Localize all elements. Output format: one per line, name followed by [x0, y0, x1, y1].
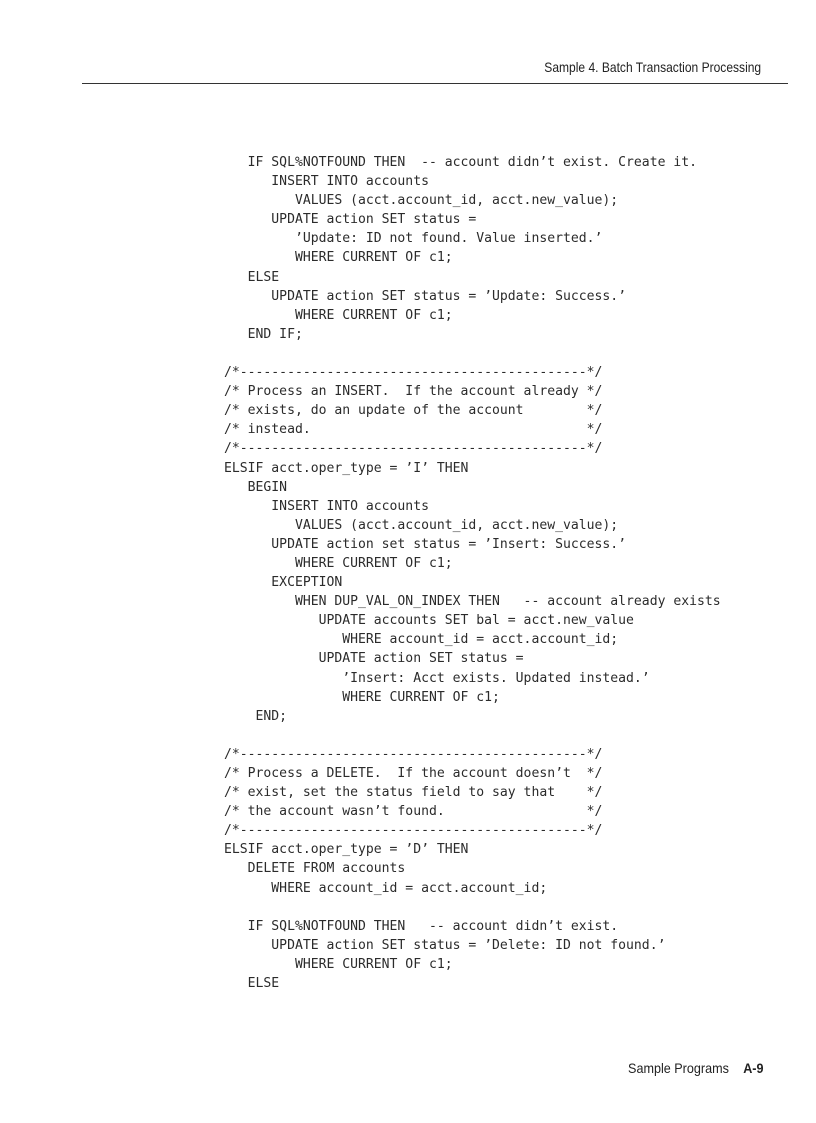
code-listing: [224, 153, 721, 993]
code-line: [224, 344, 721, 363]
code-line: WHERE CURRENT OF c1;: [224, 307, 453, 323]
running-header-title: Sample 4. Batch Transaction Processing: [544, 59, 761, 75]
page-number: A-9: [742, 1060, 763, 1076]
code-line: ’Update: ID not found. Value inserted.’: [224, 231, 603, 247]
code-line: /* instead. */: [224, 422, 603, 438]
code-line: ELSE: [224, 976, 280, 992]
code-line: WHERE CURRENT OF c1;: [224, 555, 453, 571]
footer-section-title: Sample Programs: [627, 1060, 729, 1076]
code-line: /*--------------------------------------------*/: [224, 441, 603, 457]
code-line: /* Process a DELETE. If the account doesn’t */: [224, 766, 603, 781]
code-line: UPDATE action SET status =: [224, 651, 524, 667]
code-line: /* Process an INSERT. If the account already */: [224, 384, 603, 400]
code-line: WHERE account_id = acct.account_id;: [224, 880, 548, 896]
code-line: VALUES (acct.account_id, acct.new_value);: [224, 193, 619, 209]
code-line: ELSIF acct.oper_type = ’D’ THEN: [224, 842, 469, 858]
code-line: WHERE account_id = acct.account_id;: [224, 632, 619, 648]
code-line: WHERE CURRENT OF c1;: [224, 250, 453, 266]
code-line: DELETE FROM accounts: [224, 861, 406, 877]
code-line: /* exist, set the status field to say that */: [224, 785, 603, 801]
code-line: UPDATE action set status = ’Insert: Success.’: [224, 536, 627, 552]
code-line: /*--------------------------------------------*/: [224, 823, 603, 839]
code-line: /*--------------------------------------------*/: [224, 746, 603, 762]
code-line: [224, 726, 721, 745]
code-line: BEGIN: [224, 479, 288, 495]
code-line: UPDATE action SET status = ’Delete: ID not found.’: [224, 937, 666, 953]
code-line: IF SQL%NOTFOUND THEN -- account didn’t exist.: [224, 918, 619, 934]
code-line: EXCEPTION: [224, 575, 343, 591]
code-line: VALUES (acct.account_id, acct.new_value);: [224, 517, 619, 533]
code-line: IF SQL%NOTFOUND THEN -- account didn’t exist. Create it.: [224, 155, 697, 170]
code-line: [224, 898, 721, 917]
code-line: END IF;: [224, 326, 303, 342]
page-footer: [628, 1060, 763, 1076]
code-line: WHERE CURRENT OF c1;: [224, 689, 500, 705]
code-line: WHEN DUP_VAL_ON_INDEX THEN -- account already exists: [224, 594, 721, 610]
code-line: INSERT INTO accounts: [224, 498, 429, 514]
code-line: /*--------------------------------------------*/: [224, 365, 603, 381]
code-line: WHERE CURRENT OF c1;: [224, 956, 453, 972]
code-line: UPDATE accounts SET bal = acct.new_value: [224, 613, 634, 629]
code-line: ’Insert: Acct exists. Updated instead.’: [224, 670, 650, 686]
code-line: END;: [224, 708, 288, 724]
code-line: INSERT INTO accounts: [224, 174, 429, 190]
header-rule: [82, 83, 788, 84]
code-line: /* exists, do an update of the account */: [224, 403, 603, 419]
code-line: UPDATE action SET status =: [224, 212, 477, 228]
code-line: /* the account wasn’t found. */: [224, 804, 603, 820]
code-line: ELSE: [224, 269, 280, 285]
code-line: UPDATE action SET status = ’Update: Success.’: [224, 288, 627, 304]
code-line: ELSIF acct.oper_type = ’I’ THEN: [224, 460, 469, 476]
